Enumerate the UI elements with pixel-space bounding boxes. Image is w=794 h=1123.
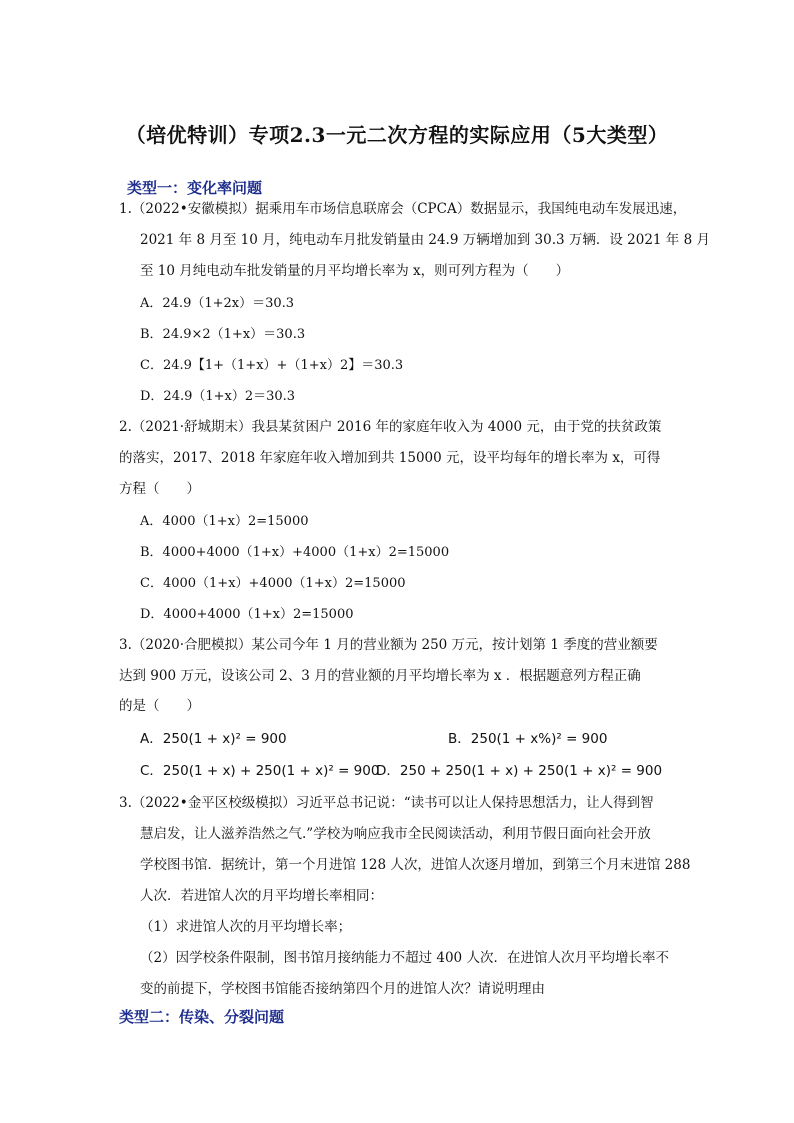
q4-line2: 慧启发，让人滋养浩然之气.”学校为响应我市全民阅读活动，利用节假日面向社会开放: [140, 826, 651, 842]
section-heading-type2: 类型二：传染、分裂问题: [119, 1008, 285, 1026]
q4-part2-line1: （2）因学校条件限制，图书馆月接纳能力不超过 400 人次．在进馆人次月平均增长率不: [140, 950, 669, 966]
q2-line3: 方程（ ）: [119, 481, 200, 497]
q2-option-a: A．4000（1+x）2=15000: [140, 514, 309, 529]
q2-line1: 2.（2021·舒城期末）我县某贫困户 2016 年的家庭年收入为 4000 元，由于党的扶贫政策: [119, 419, 662, 435]
q3-line1: 3.（2020·合肥模拟）某公司今年 1 月的营业额为 250 万元，按计划第 1 季度的营业额要: [119, 637, 658, 653]
q2-line2: 的落实，2017、2018 年家庭年收入增加到共 15000 元，设平均每年的增长率为 x，可得: [119, 450, 661, 466]
q1-line2: 2021 年 8 月至 10 月，纯电动车月批发销量由 24.9 万辆增加到 30.3 万辆．设 2021 年 8 月: [140, 232, 710, 248]
page-title: （培优特训）专项2.3一元二次方程的实际应用（5大类型）: [125, 123, 669, 147]
q4-line1: 3.（2022•金平区校级模拟）习近平总书记说：“读书可以让人保持思想活力，让人得到智: [119, 795, 654, 811]
q4-line4: 人次．若进馆人次的月平均增长率相同：: [140, 888, 383, 904]
q2-option-d: D．4000+4000（1+x）2=15000: [140, 607, 354, 622]
q1-option-d: D．24.9（1+x）2＝30.3: [140, 389, 296, 404]
q4-part2-line2: 变的前提下，学校图书馆能否接纳第四个月的进馆人次？请说明理由: [140, 981, 545, 997]
section-heading-type1: 类型一：变化率问题: [127, 179, 263, 197]
q1-option-a: A．24.9（1+2x）＝30.3: [140, 296, 295, 311]
q2-option-c: C．4000（1+x）+4000（1+x）2=15000: [140, 576, 406, 591]
q2-option-b: B．4000+4000（1+x）+4000（1+x）2=15000: [140, 545, 450, 560]
q3-option-c: C．250(1 + x) + 250(1 + x)² = 900: [140, 763, 380, 779]
q1-option-b: B．24.9×2（1+x）＝30.3: [140, 327, 306, 342]
q4-line3: 学校图书馆．据统计，第一个月进馆 128 人次，进馆人次逐月增加，到第三个月末进馆 288: [140, 857, 691, 873]
q3-option-a: A．250(1 + x)² = 900: [140, 731, 287, 747]
q3-option-b: B．250(1 + x%)² = 900: [448, 731, 608, 747]
q1-line3: 至 10 月纯电动车批发销量的月平均增长率为 x，则可列方程为（ ）: [140, 263, 570, 279]
q1-line1: 1.（2022•安徽模拟）据乘用车市场信息联席会（CPCA）数据显示，我国纯电动车发展迅速，: [119, 201, 687, 217]
q1-option-c: C．24.9【1+（1+x）+（1+x）2】＝30.3: [140, 358, 404, 373]
q4-part1: （1）求进馆人次的月平均增长率；: [140, 919, 352, 935]
q3-line2: 达到 900 万元，设该公司 2、3 月的营业额的月平均增长率为 x ．根据题意列方程正确: [119, 668, 641, 684]
q3-option-d: D．250 + 250(1 + x) + 250(1 + x)² = 900: [376, 763, 663, 779]
q3-line3: 的是（ ）: [119, 698, 200, 714]
